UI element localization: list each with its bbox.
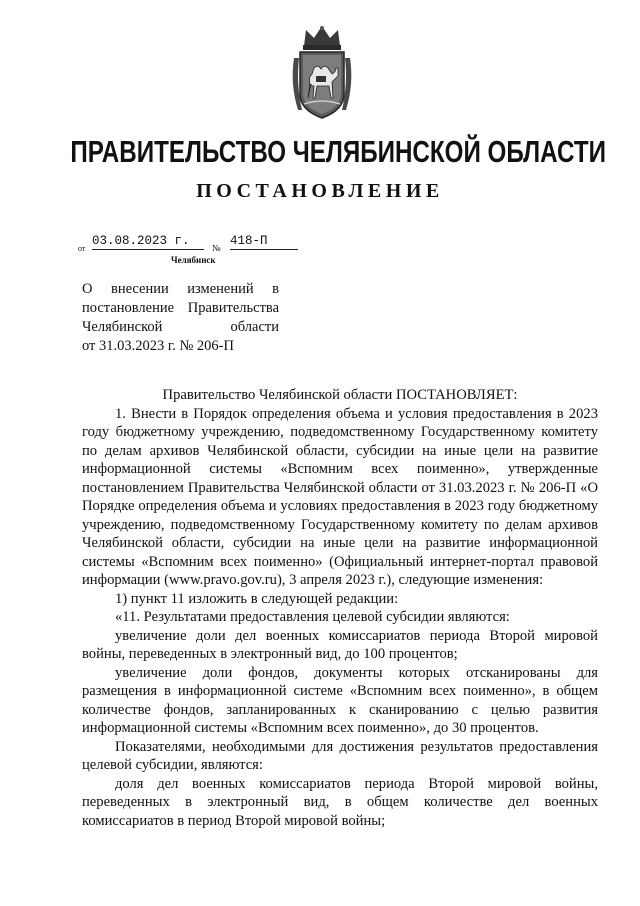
number-prefix: № [212, 243, 221, 253]
subject-line: от 31.03.2023 г. № 206-П [82, 338, 234, 354]
date-prefix: от [78, 244, 86, 253]
subject-line: постановление Правительства [82, 300, 279, 316]
subject-line: Челябинской области [82, 319, 279, 335]
document-body [82, 386, 598, 830]
subject-line: О внесении изменений в [82, 281, 279, 297]
document-city: Челябинск [171, 255, 216, 265]
body-paragraph: увеличение доли фондов, документы которых отсканированы для размещения в информационной системе «Вспомним всех поименно», в общем количестве фондов, запланированных к сканированию с целью развития информационной системы «Вспомним всех поименно», до 30 процентов. [82, 664, 598, 736]
body-paragraph: 1. Внести в Порядок определения объема и условия предоставления в 2023 году бюджетному учреждению, подведомственному Государственному комитету по делам архивов Челябинской области, субсидии на иные цели на развитие информационной системы «Вспомним всех поименно», утвержденные постановлением Правительства Челябинской области от 31.03.2023 г. № 206-П «О Порядке определения объема и условиях предоставления в 2023 году бюджетному учреждению, подведомственному Государственному комитету по делам архивов Челябинской области, субсидии на иные цели на развитие информационной системы «Вспомним всех поименно» (Официальный интернет-портал правовой информации (www.pravo.gov.ru), 3 апреля 2023 г.), следующие изменения: [82, 405, 598, 588]
body-paragraph: 1) пункт 11 изложить в следующей редакции: [115, 590, 399, 607]
body-paragraph: «11. Результатами предоставления целевой субсидии являются: [115, 609, 510, 625]
document-subject [82, 280, 279, 356]
document-number: 418-П [230, 234, 298, 250]
body-paragraph: Показателями, необходимыми для достижения результатов предоставления целевой субсидии, являются: [82, 738, 598, 773]
resolution-preamble: Правительство Челябинской области ПОСТАНОВЛЯЕТ: [162, 387, 518, 403]
document-date: 03.08.2023 г. [92, 234, 204, 250]
coat-of-arms-icon [288, 24, 356, 120]
body-paragraph: доля дел военных комиссариатов периода Второй мировой войны, переведенных в электронный вид, в общем количестве дел военных комиссариатов в период Второй мировой войны; [82, 775, 598, 829]
document-type: ПОСТАНОВЛЕНИЕ [196, 180, 444, 202]
government-name: ПРАВИТЕЛЬСТВО ЧЕЛЯБИНСКОЙ ОБЛАСТИ [70, 134, 606, 169]
body-paragraph: увеличение доли дел военных комиссариатов периода Второй мировой войны, переведенных в электронный вид, до 100 процентов; [82, 627, 598, 662]
